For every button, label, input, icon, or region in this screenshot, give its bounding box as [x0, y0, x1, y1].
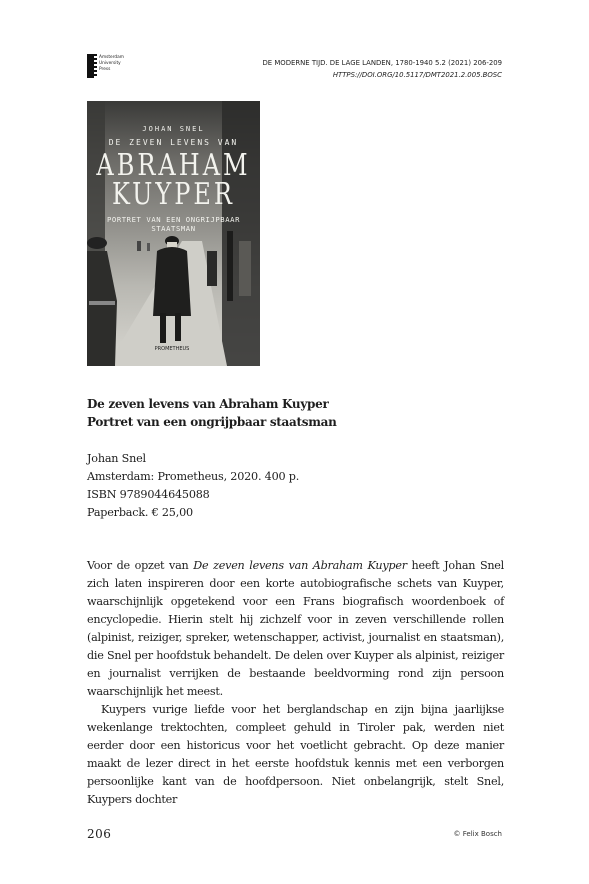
paragraph-1: Voor de opzet van De zeven levens van Abraham Kuyper heeft Johan Snel zich laten inspireren door een korte autobiografische schets van Kuyper, waarschijnlijk opgetekend voor een Frans biografisch woordenboek of encyclopedie. Hierin stelt hij zichzelf voor in zeven verschillende rollen (alpinist, reiziger, spreker, wetenschapper, activist, journalist en staatsman), die Snel per hoofdstuk behandelt. De delen over Kuyper als alpinist, reiziger en journalist verrijken de bestaande beeldvorming rond zijn persoon waarschijnlijk het meest.: [87, 559, 505, 698]
book-title-block: [87, 395, 337, 431]
cover-title-line3: KUYPER: [112, 176, 235, 212]
book-format-price: Paperback. € 25,00: [87, 506, 193, 519]
cover-subtitle: PORTRET VAN EEN ONGRIJPBAAR STAATSMAN: [106, 215, 241, 233]
book-isbn: ISBN 9789044645088: [87, 488, 210, 501]
book-subtitle: Portret van een ongrijpbaar staatsman: [87, 415, 337, 429]
doi-link[interactable]: HTTPS://DOI.ORG/10.5117/DMT2021.2.005.BOSC: [332, 71, 502, 79]
cover-author: JOHAN SNEL: [142, 125, 205, 133]
photo-credit: © Felix Bosch: [453, 830, 502, 838]
cover-title-line1: DE ZEVEN LEVENS VAN: [108, 138, 239, 147]
book-cover-image: [87, 101, 260, 366]
journal-citation: DE MODERNE TIJD. DE LAGE LANDEN, 1780-1940 5.2 (2021) 206-209: [262, 59, 502, 67]
book-title: De zeven levens van Abraham Kuyper: [87, 397, 329, 411]
aup-logo-mark: [87, 54, 95, 78]
book-imprint: Amsterdam: Prometheus, 2020. 400 p.: [87, 470, 300, 483]
review-body: [87, 557, 504, 809]
cover-title-line2: ABRAHAM: [96, 147, 251, 183]
book-details: [87, 450, 299, 522]
paragraph-2: Kuypers vurige liefde voor het berglandschap en zijn bijna jaarlijkse wekenlange trektochten, compleet gehuld in Tiroler pak, werden niet eerder door een historicus voor het voetlicht gebracht. Op deze manier maakt de lezer direct in het eerste hoofdstuk kennis met een verborgen persoonlijke kant van de hoofdpersoon. Niet onbelangrijk, stelt Snel, Kuypers dochter: [87, 703, 504, 806]
publisher-logo: [87, 54, 147, 80]
page-number: 206: [87, 827, 112, 841]
running-head: [262, 57, 502, 81]
aup-logo-text: Amsterdam University Press: [99, 55, 124, 72]
book-title-italic: De zeven levens van Abraham Kuyper: [193, 559, 407, 572]
book-author: Johan Snel: [87, 452, 146, 465]
cover-publisher: PROMETHEUS: [154, 346, 190, 352]
